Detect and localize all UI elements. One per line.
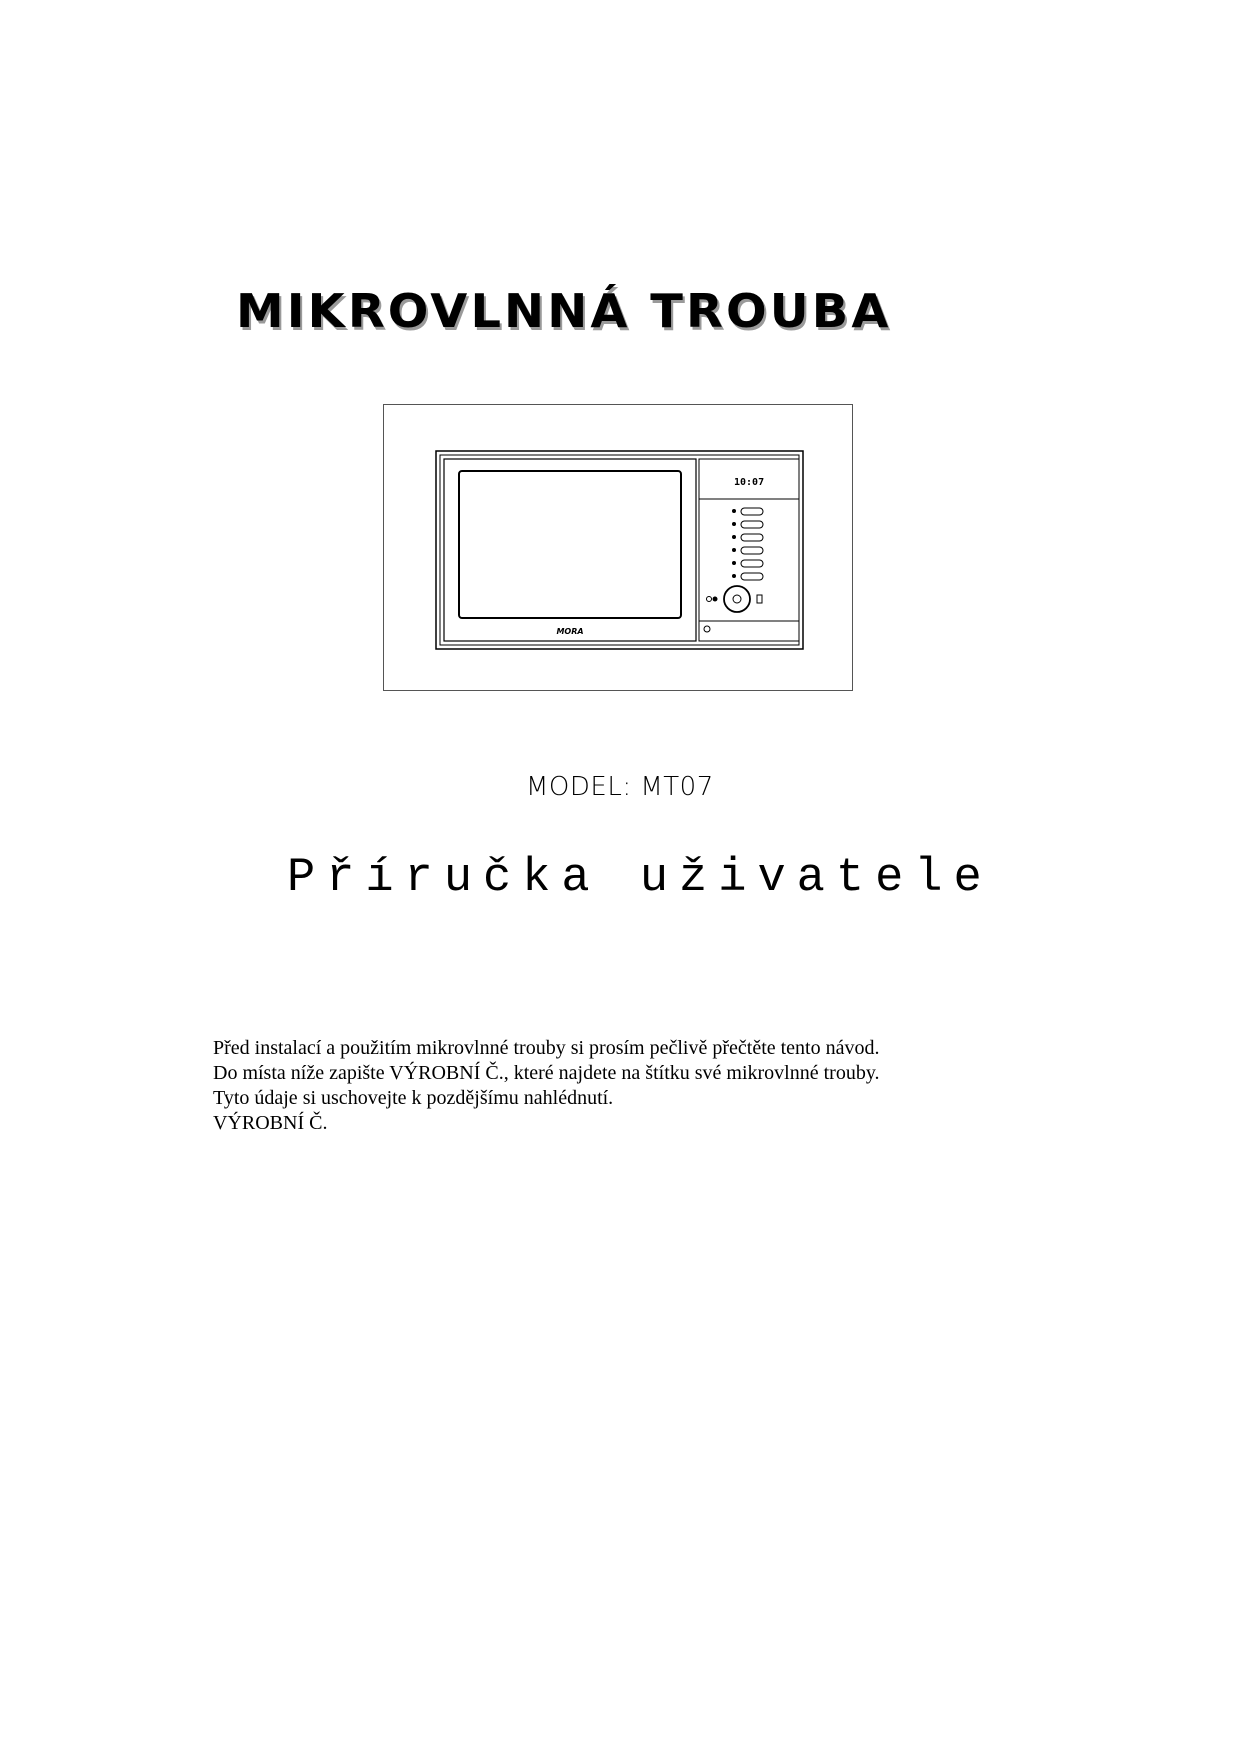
display-readout: 10:07 — [734, 477, 765, 488]
function-button-icon — [732, 508, 763, 580]
intro-line: Tyto údaje si uschovejte k pozdějšímu nahlédnutí. — [213, 1087, 614, 1109]
document-title: MIKROVLNNÁ TROUBA — [236, 284, 892, 338]
intro-line: Před instalací a použitím mikrovlnné trouby si prosím pečlivě přečtěte tento návod. — [213, 1037, 880, 1059]
model-label: MODEL: MT07 — [526, 772, 714, 802]
intro-text — [213, 1036, 1013, 1136]
brand-logo: MORA — [556, 627, 584, 636]
intro-line: Do místa níže zapište VÝROBNÍ Č., které najdete na štítku své mikrovlnné trouby. — [213, 1062, 880, 1084]
microwave-illustration — [383, 404, 853, 691]
document-subtitle: Příručka uživatele — [287, 852, 993, 905]
serial-number-label: VÝROBNÍ Č. — [213, 1112, 328, 1134]
microwave-oven-icon — [384, 405, 854, 692]
control-knob-icon — [707, 586, 763, 612]
